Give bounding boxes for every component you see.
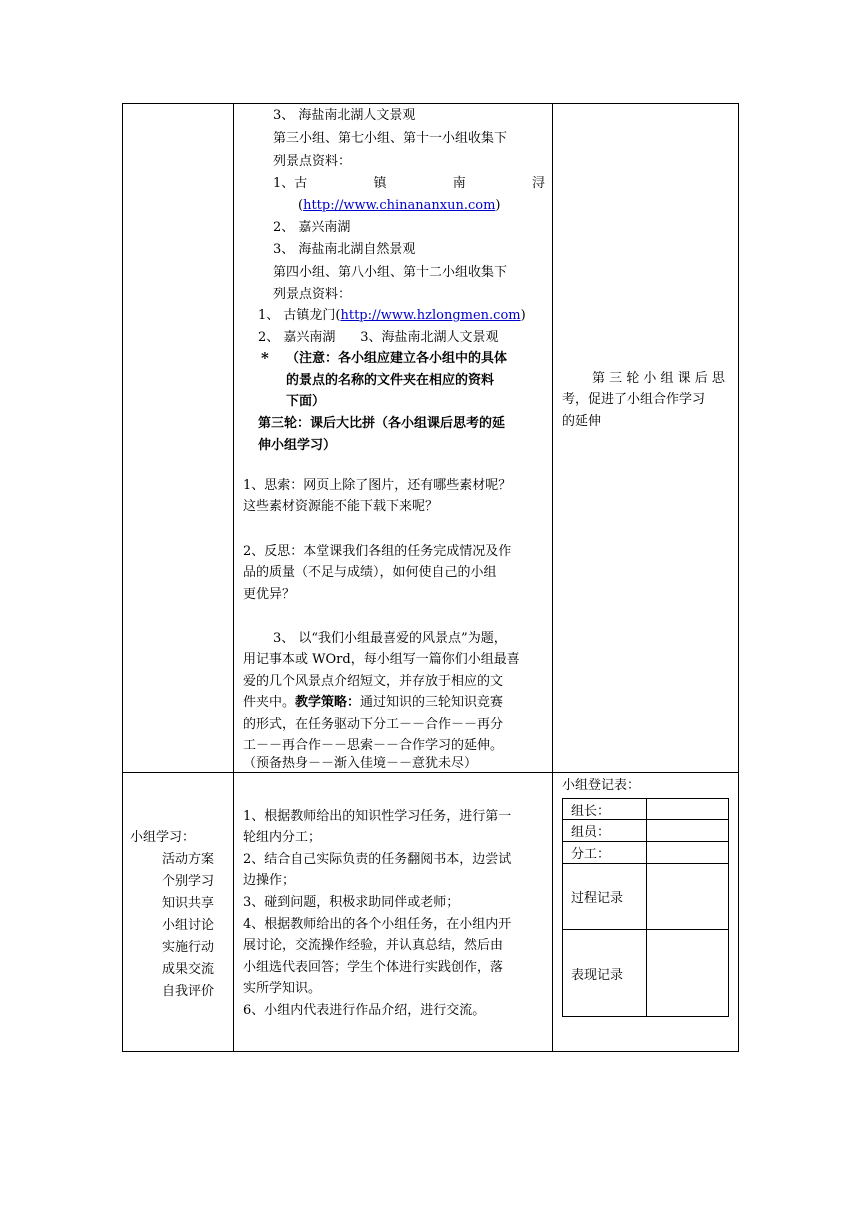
- question-2-line-2: 品的质量（不足与成绩），如何使自己的小组: [243, 565, 497, 580]
- activity-item: 个别学习: [162, 874, 215, 889]
- table-row-divider: [122, 772, 739, 773]
- round3-heading-1: 第三轮：课后大比拼（各小组课后思考的延: [258, 416, 506, 431]
- activity-item: 自我评价: [162, 984, 215, 999]
- scenic-item-guzhen-nanxun: 1、古 镇 南 浔: [273, 176, 545, 191]
- table-border-left: [122, 103, 123, 1052]
- question-1-line-2: 这些素材资源能不能下载下来呢？: [243, 499, 439, 514]
- scenic-item-jiaxing: 2、 嘉兴南湖: [273, 220, 351, 235]
- nanxun-link[interactable]: http://www.chinananxun.com: [303, 198, 496, 213]
- members-label: 组员：: [563, 820, 647, 842]
- question-3-line-7: （预备热身－－渐入佳境－－意犹未尽）: [243, 756, 478, 771]
- table-row: [563, 930, 729, 1017]
- group-assignment-4: 第四小组、第八小组、第十二小组收集下: [273, 265, 508, 280]
- leader-value-cell[interactable]: [647, 799, 729, 820]
- activity-item: 知识共享: [162, 896, 215, 911]
- activity-item: 小组讨论: [162, 918, 215, 933]
- division-label: 分工：: [563, 842, 647, 864]
- table-column-divider-2: [552, 103, 553, 1052]
- table-border-bottom: [122, 1051, 739, 1052]
- table-row: [563, 799, 729, 820]
- group-assignment-4-cont: 列景点资料：: [273, 287, 352, 302]
- performance-record-label: 表现记录: [563, 930, 647, 1017]
- activity-item: 活动方案: [162, 852, 215, 867]
- question-3-line-1: 3、 以“我们小组最喜爱的风景点”为题，: [273, 631, 507, 646]
- right-note-line-2: 考，促进了小组合作学习: [562, 392, 706, 407]
- table-row: [563, 842, 729, 864]
- scenic-items-line: 2、 嘉兴南湖 3、海盐南北湖人文景观: [258, 330, 499, 345]
- step-line: 2、结合自己实际负责的任务翻阅书本，边尝试: [243, 852, 512, 867]
- scenic-item-3: 3、 海盐南北湖人文景观: [273, 108, 416, 123]
- question-1-line-1: 1、思索：网页上除了图片，还有哪些素材呢？: [243, 478, 512, 493]
- table-row: [563, 820, 729, 842]
- longmen-link[interactable]: http://www.hzlongmen.com: [340, 308, 521, 323]
- group-assignment-3-cont: 列景点资料：: [273, 154, 352, 169]
- nanxun-link-line: (http://www.chinananxun.com): [298, 198, 501, 213]
- group-learning-title: 小组学习：: [130, 830, 196, 845]
- note-line-3: 下面）: [286, 394, 326, 409]
- step-line: 6、小组内代表进行作品介绍，进行交流。: [243, 1003, 486, 1018]
- activity-item: 成果交流: [162, 962, 215, 977]
- division-value-cell[interactable]: [647, 842, 729, 864]
- question-3-line-4: 件夹中。教学策略：通过知识的三轮知识竞赛: [243, 695, 504, 710]
- step-line: 边操作；: [243, 873, 296, 888]
- question-3-line-2: 用记事本或 WOrd，每小组写一篇你们小组最喜: [243, 652, 520, 667]
- step-line: 轮组内分工；: [243, 830, 322, 845]
- table-row: [563, 864, 729, 930]
- question-2-line-1: 2、反思：本堂课我们各组的任务完成情况及作: [243, 544, 512, 559]
- note-line-1: （注意：各小组应建立各小组中的具体: [286, 351, 508, 366]
- table-border-top: [122, 103, 739, 104]
- registration-table: [562, 798, 729, 1017]
- step-line: 1、根据教师给出的知识性学习任务，进行第一: [243, 809, 512, 824]
- teaching-strategy-label: 教学策略：: [295, 695, 361, 710]
- step-line: 实所学知识。: [243, 981, 322, 996]
- table-border-right: [738, 103, 739, 1052]
- question-3-line-6: 工－－再合作－－思索－－合作学习的延伸。: [243, 738, 504, 753]
- registration-title: 小组登记表：: [562, 778, 641, 793]
- question-2-line-3: 更优异？: [243, 587, 296, 602]
- members-value-cell[interactable]: [647, 820, 729, 842]
- question-3-line-3: 爱的几个风景点介绍短文，并存放于相应的文: [243, 674, 504, 689]
- group-assignment-3: 第三小组、第七小组、第十一小组收集下: [273, 131, 508, 146]
- activity-item: 实施行动: [162, 940, 215, 955]
- scenic-item-nanbeihu-nature: 3、 海盐南北湖自然景观: [273, 242, 416, 257]
- performance-record-value-cell[interactable]: [647, 930, 729, 1017]
- note-line-2: 的景点的名称的文件夹在相应的资料: [286, 373, 495, 388]
- note-star: *: [261, 349, 269, 367]
- right-note-line-3: 的延伸: [562, 414, 602, 429]
- step-line: 3、碰到问题，积极求助同伴或老师；: [243, 895, 460, 910]
- process-record-value-cell[interactable]: [647, 864, 729, 930]
- round3-heading-2: 伸小组学习）: [258, 438, 337, 453]
- right-note-line-1: 第 三 轮 小 组 课 后 思: [592, 371, 725, 386]
- step-line: 4、根据教师给出的各个小组任务，在小组内开: [243, 917, 512, 932]
- longmen-line: 1、 古镇龙门(http://www.hzlongmen.com): [258, 308, 526, 323]
- question-3-line-5: 的形式，在任务驱动下分工－－合作－－再分: [243, 717, 504, 732]
- step-line: 展讨论，交流操作经验，并认真总结，然后由: [243, 938, 504, 953]
- step-line: 小组选代表回答；学生个体进行实践创作，落: [243, 960, 504, 975]
- table-column-divider-1: [233, 103, 234, 1052]
- leader-label: 组长：: [563, 799, 647, 820]
- process-record-label: 过程记录: [563, 864, 647, 930]
